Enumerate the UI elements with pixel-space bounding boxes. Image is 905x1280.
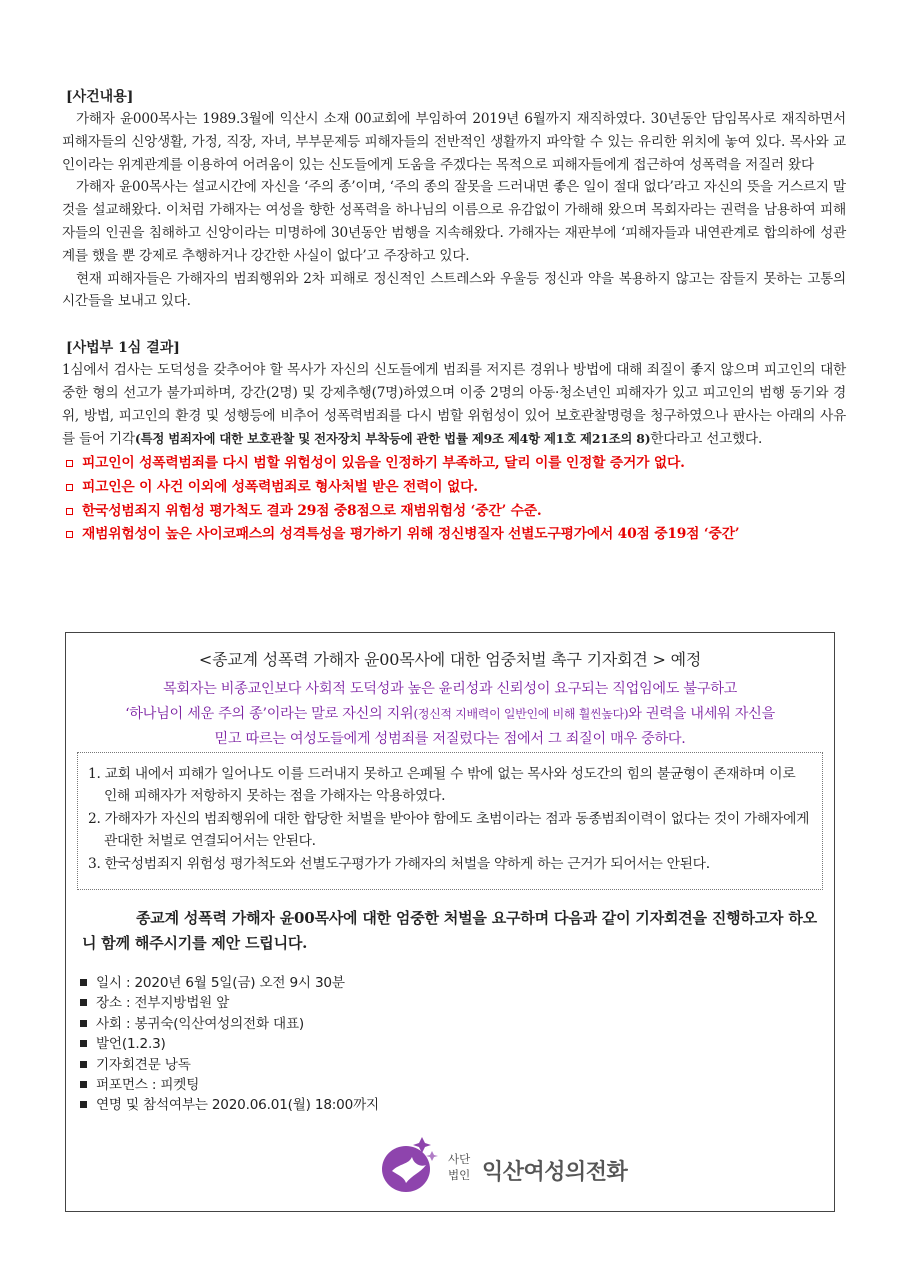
square-bullet-icon: [80, 1061, 87, 1068]
document-body: [62, 86, 846, 547]
case-heading: [사건내용]: [66, 89, 134, 105]
verdict-law-citation: (특정 범죄자에 대한 보호관찰 및 전자장치 부착등에 관한 법률 제9조 제4항 제1호 제21조의 8): [134, 430, 651, 446]
statement-line: 믿고 따르는 여성도들에게 성범죄를 저질렀다는 점에서 그 죄질이 매우 중하다.: [214, 731, 686, 747]
verdict-heading: [사법부 1심 결과]: [66, 340, 180, 357]
detail-item: 퍼포먼스 : 피켓팅: [78, 1075, 379, 1095]
notice-statement: [76, 677, 824, 752]
key-points-box: [77, 752, 823, 890]
detail-item: 일시 : 2020년 6월 5일(금) 오전 9시 30분: [78, 973, 379, 993]
square-bullet-icon: [66, 460, 73, 467]
reason-item: 피고인은 이 사건 이외에 성폭력범죄로 형사처벌 받은 전력이 없다.: [62, 476, 846, 500]
dismissal-reasons: [62, 452, 846, 546]
square-bullet-icon: [80, 1081, 87, 1088]
press-conference-notice: [65, 632, 835, 1212]
event-details: [78, 973, 379, 1116]
organization-logo: [378, 1129, 638, 1197]
key-point: 3. 한국성범죄지 위험성 평가척도와 선별도구평가가 가해자의 처벌을 약하게 하는 근거가 되어서는 안된다.: [88, 855, 710, 872]
square-bullet-icon: [80, 1101, 87, 1108]
square-bullet-icon: [80, 1020, 87, 1027]
reason-item: 피고인이 성폭력범죄를 다시 범할 위험성이 있음을 인정하기 부족하고, 달리 이를 인정할 증거가 없다.: [62, 452, 846, 476]
detail-item: 장소 : 전부지방법원 앞: [78, 993, 379, 1013]
detail-item: 연명 및 참석여부는 2020.06.01(월) 18:00까지: [78, 1095, 379, 1115]
square-bullet-icon: [66, 531, 73, 538]
statement-line: 목회자는 비종교인보다 사회적 도덕성과 높은 윤리성과 신뢰성이 요구되는 직업임에도 불구하고: [162, 681, 738, 697]
key-point: 1. 교회 내에서 피해가 일어나도 이를 드러내지 못하고 은폐될 수 밖에 없는 목사와 성도간의 힘의 불균형이 존재하며 이로 인해 피해자가 저항하지 못하는 점을 가해자는 악용하였다.: [88, 766, 796, 805]
case-paragraph-2: 가해자 윤00목사는 설교시간에 자신을 ‘주의 종’이며, ‘주의 종의 잘못을 드러내면 좋은 일이 절대 없다’라고 자신의 뜻을 거스르지 말 것을 설교해왔다. 이처럼 가해자는 여성을 향한 성폭력을 하나님의 이름으로 유감없이 가해해 왔으며 목회자라는 권력을 남용하여 피해자들의 인권을 침해하고 신앙이라는 미명하에 30년동안 범행을 지속해왔다. 가해자는 재판부에 ‘피해자들과 내연관계로 합의하에 성관계를 했을 뿐 강제로 추행하거나 강간한 사실이 없다’고 주장하고 있다.: [62, 179, 846, 264]
square-bullet-icon: [66, 484, 73, 491]
case-paragraph-1: 가해자 윤000목사는 1989.3월에 익산시 소재 00교회에 부임하여 2019년 6월까지 재직하였다. 30년동안 담임목사로 재직하면서 피해자들의 신앙생활, 가정, 직장, 자녀, 부부문제등 피해자들의 전반적인 생활까지 파악할 수 있는 유리한 위치에 놓여 있다. 목사와 교인이라는 위계관계를 이용하여 어려움이 있는 신도들에게 도움을 주겠다는 목적으로 피해자들에게 접근하여 성폭력을 저질러 왔다: [62, 111, 846, 173]
square-bullet-icon: [80, 979, 87, 986]
verdict-paragraph: [62, 359, 846, 450]
dove-logo-icon: [378, 1131, 442, 1195]
reason-item: 재범위험성이 높은 사이코패스의 성격특성을 평가하기 위해 정신병질자 선별도구평가에서 40점 중19점 ‘중간’: [62, 523, 846, 547]
statement-line: ‘하나님이 세운 주의 종’이라는 말로 자신의 지위(정신적 지배력이 일반인에 비해 훨씬높다)와 권력을 내세워 자신을: [125, 706, 775, 722]
key-point: 2. 가해자가 자신의 범죄행위에 대한 합당한 처벌을 받아야 함에도 초범이라는 점과 동종범죄이력이 없다는 것이 가해자에게 관대한 처벌로 연결되어서는 안된다.: [88, 810, 810, 850]
case-paragraph-3: 현재 피해자들은 가해자의 범죄행위와 2차 피해로 정신적인 스트레스와 우울등 정신과 약을 복용하지 않고는 잠들지 못하는 고통의 시간들을 보내고 있다.: [62, 270, 846, 310]
square-bullet-icon: [80, 999, 87, 1006]
square-bullet-icon: [66, 508, 73, 515]
detail-item: 사회 : 봉귀숙(익산여성의전화 대표): [78, 1014, 379, 1034]
verdict-text-end: 한다라고 선고했다.: [650, 430, 763, 447]
square-bullet-icon: [80, 1040, 87, 1047]
logo-corporation-label: 사단 법인: [448, 1152, 471, 1182]
reason-item: 한국성범죄지 위험성 평가척도 결과 29점 중8점으로 재범위험성 ‘중간’ 수준.: [62, 500, 846, 524]
invitation-text: 종교계 성폭력 가해자 윤00목사에 대한 엄중한 처벌을 요구하며 다음과 같이 기자회견을 진행하고자 하오니 함께 해주시기를 제안 드립니다.: [82, 909, 817, 952]
logo-organization-name: 익산여성의전화: [482, 1160, 628, 1185]
verdict-text: 1심에서 검사는 도덕성을 갖추어야 할 목사가 자신의 신도들에게 범죄를 저지른 경위나 방법에 대해 죄질이 좋지 않으며 피고인의 대한 중한 형의 선고가 불가피하며, 강간(2명) 및 강제추행(7명)하였으며 이중 2명의 아동·청소년인 피해자가 있고 피고인의 범행 동기와 경위, 방법, 피고인의 환경 및 성행등에 비추어 성폭력범죄를 다시 범할 위험성이 있어 보호관찰명령을 청구하였으나 판사는 아래의 사유를 들어 기각: [62, 362, 846, 447]
detail-item: 기자회견문 낭독: [78, 1055, 379, 1075]
notice-title: <종교계 성폭력 가해자 윤00목사에 대한 엄중처벌 촉구 기자회견 > 예정: [198, 650, 702, 669]
detail-item: 발언(1.2.3): [78, 1034, 379, 1054]
